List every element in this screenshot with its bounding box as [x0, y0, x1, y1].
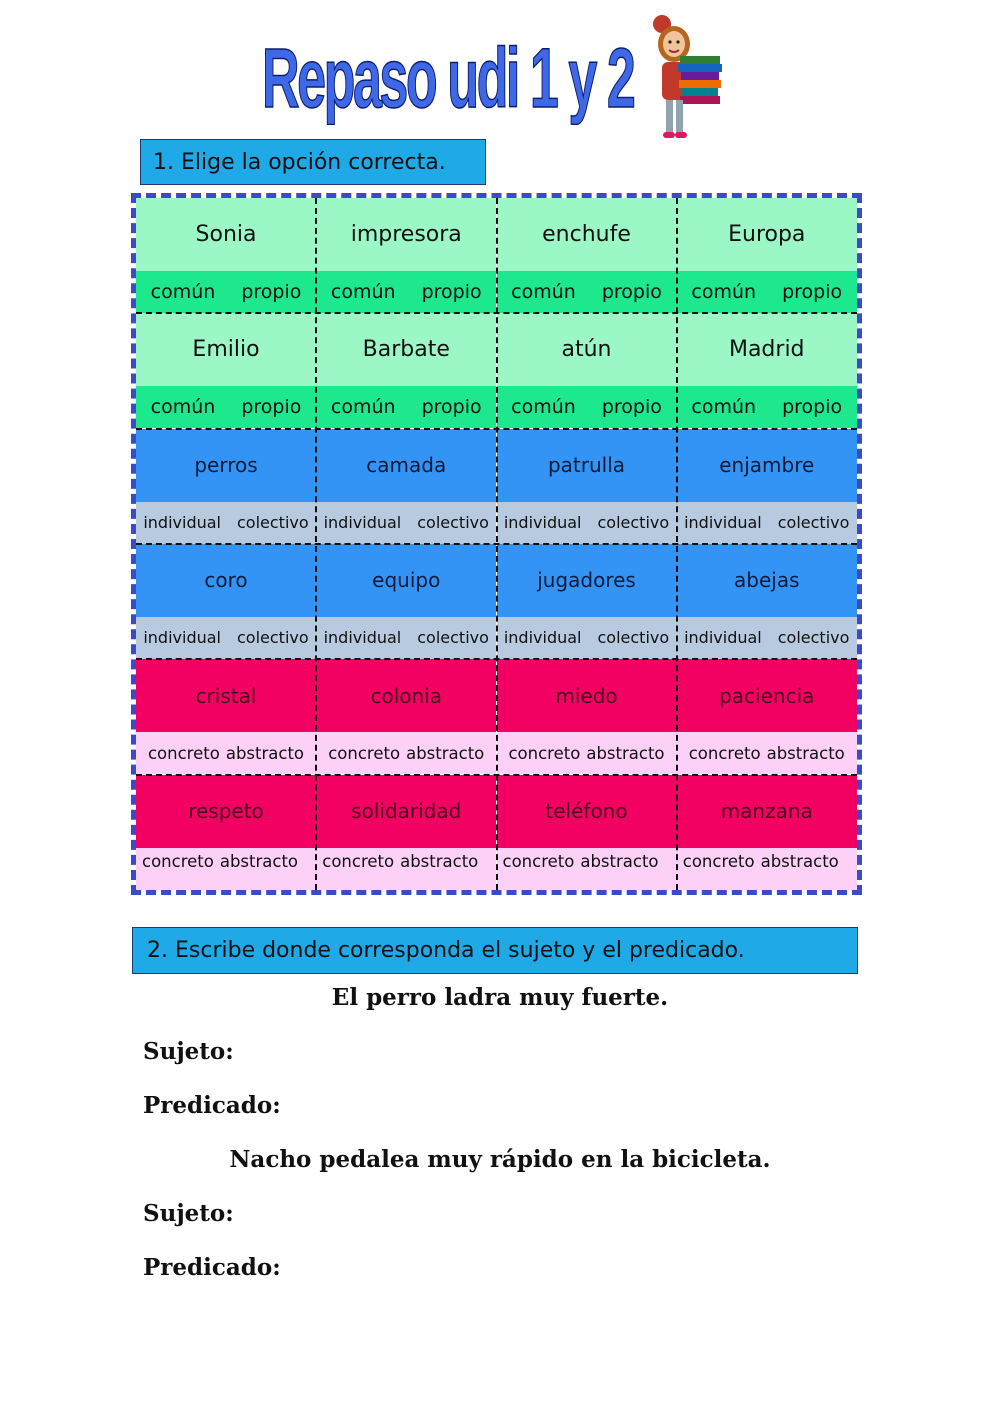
- cut-line-horizontal: [136, 774, 857, 776]
- noun-card: [136, 313, 316, 428]
- noun-card: [316, 313, 496, 428]
- noun-word: equipo: [316, 544, 496, 617]
- choice-options: [316, 732, 496, 774]
- noun-word: patrulla: [497, 429, 677, 502]
- noun-word: camada: [316, 429, 496, 502]
- choice-option-first[interactable]: concreto: [322, 851, 395, 871]
- cut-line-horizontal: [136, 428, 857, 430]
- choice-option-second[interactable]: abstracto: [219, 851, 299, 871]
- noun-card: [497, 659, 677, 774]
- choice-option-second[interactable]: propio: [601, 396, 662, 419]
- section-1-heading: 1. Elige la opción correcta.: [140, 139, 486, 185]
- choice-option-second[interactable]: colectivo: [417, 628, 489, 648]
- choice-options: [136, 386, 316, 428]
- choice-option-second[interactable]: propio: [241, 281, 302, 303]
- noun-word: impresora: [316, 198, 496, 271]
- choice-option-second[interactable]: propio: [421, 281, 482, 303]
- noun-card: [316, 775, 496, 890]
- choice-option-second[interactable]: propio: [782, 396, 843, 419]
- choice-options: [497, 617, 677, 659]
- choice-option-second[interactable]: abstracto: [406, 743, 485, 763]
- choice-options: [497, 502, 677, 544]
- choice-option-second[interactable]: colectivo: [777, 513, 850, 533]
- noun-word: cristal: [136, 659, 316, 732]
- noun-card: [136, 659, 316, 774]
- noun-card: [316, 659, 496, 774]
- noun-card: [316, 544, 496, 659]
- choice-option-second[interactable]: colectivo: [237, 513, 309, 533]
- choice-option-second[interactable]: abstracto: [225, 743, 305, 763]
- choice-option-second[interactable]: propio: [421, 396, 482, 419]
- girl-with-books-illustration: [640, 8, 730, 142]
- choice-options: [316, 271, 496, 313]
- noun-word: Madrid: [677, 313, 857, 386]
- choice-options: [677, 502, 857, 544]
- noun-card: [497, 775, 677, 890]
- choice-option-first[interactable]: individual: [323, 628, 402, 648]
- noun-card: [497, 544, 677, 659]
- subject-label-2: Sujeto:: [143, 1200, 234, 1227]
- noun-word: Europa: [677, 198, 857, 271]
- choice-option-second[interactable]: abstracto: [580, 851, 659, 871]
- choice-option-second[interactable]: propio: [601, 281, 662, 303]
- choice-option-first[interactable]: común: [330, 396, 396, 419]
- choice-option-first[interactable]: individual: [323, 513, 402, 533]
- noun-card: [677, 198, 857, 313]
- cut-line-horizontal: [136, 312, 857, 314]
- noun-card: [316, 198, 496, 313]
- noun-word: solidaridad: [316, 775, 496, 848]
- choice-option-second[interactable]: abstracto: [766, 743, 845, 763]
- choice-option-first[interactable]: individual: [684, 628, 762, 648]
- choice-options: [136, 848, 316, 890]
- choice-option-first[interactable]: individual: [143, 628, 221, 648]
- choice-option-first[interactable]: concreto: [682, 851, 755, 871]
- noun-card: [677, 429, 857, 544]
- choice-option-second[interactable]: colectivo: [597, 513, 670, 533]
- choice-option-first[interactable]: concreto: [508, 743, 581, 763]
- noun-card: [677, 775, 857, 890]
- choice-options: [677, 271, 857, 313]
- choice-option-first[interactable]: individual: [684, 513, 762, 533]
- choice-option-first[interactable]: individual: [503, 628, 582, 648]
- choice-option-second[interactable]: colectivo: [777, 628, 850, 648]
- section-2-heading: 2. Escribe donde corresponda el sujeto y el predicado.: [132, 927, 858, 974]
- choice-options: [497, 386, 677, 428]
- choice-options: [497, 848, 677, 890]
- sentence-2: Nacho pedalea muy rápido en la bicicleta.: [229, 1146, 771, 1173]
- noun-word: paciencia: [677, 659, 857, 732]
- choice-options: [316, 386, 496, 428]
- choice-option-first[interactable]: individual: [143, 513, 221, 533]
- noun-word: coro: [136, 544, 316, 617]
- choice-option-first[interactable]: común: [511, 281, 576, 303]
- choice-options: [316, 617, 496, 659]
- cut-line-horizontal: [136, 658, 857, 660]
- choice-option-first[interactable]: común: [691, 396, 757, 419]
- sentence-1: El perro ladra muy fuerte.: [331, 984, 669, 1011]
- worksheet-title: Repaso udi 1 y 2: [262, 31, 634, 125]
- noun-card: [677, 544, 857, 659]
- noun-card: [497, 313, 677, 428]
- choice-option-second[interactable]: propio: [241, 396, 302, 419]
- subject-label-1: Sujeto:: [143, 1038, 234, 1065]
- choice-options: [497, 271, 677, 313]
- choice-options: [136, 732, 316, 774]
- noun-classification-grid: [136, 198, 857, 890]
- choice-option-first[interactable]: concreto: [502, 851, 575, 871]
- choice-options: [677, 732, 857, 774]
- noun-word: manzana: [677, 775, 857, 848]
- choice-option-first[interactable]: concreto: [147, 743, 220, 763]
- choice-options: [316, 502, 496, 544]
- noun-card: [497, 198, 677, 313]
- choice-option-second[interactable]: colectivo: [237, 628, 309, 648]
- noun-card: [136, 544, 316, 659]
- noun-word: Barbate: [316, 313, 496, 386]
- noun-card: [677, 313, 857, 428]
- predicate-label-1: Predicado:: [143, 1092, 281, 1119]
- noun-card: [677, 659, 857, 774]
- noun-card: [497, 429, 677, 544]
- noun-word: jugadores: [497, 544, 677, 617]
- choice-option-first[interactable]: común: [691, 281, 757, 303]
- choice-options: [677, 848, 857, 890]
- noun-word: atún: [497, 313, 677, 386]
- choice-option-first[interactable]: común: [511, 396, 576, 419]
- noun-card: [136, 198, 316, 313]
- noun-word: Sonia: [136, 198, 316, 271]
- choice-option-second[interactable]: propio: [782, 281, 843, 303]
- noun-word: teléfono: [497, 775, 677, 848]
- choice-option-second[interactable]: colectivo: [597, 628, 670, 648]
- choice-options: [677, 617, 857, 659]
- choice-option-first[interactable]: concreto: [328, 743, 401, 763]
- choice-options: [136, 271, 316, 313]
- choice-option-second[interactable]: abstracto: [586, 743, 665, 763]
- noun-word: enchufe: [497, 198, 677, 271]
- noun-word: respeto: [136, 775, 316, 848]
- choice-option-first[interactable]: común: [150, 396, 216, 419]
- noun-word: miedo: [497, 659, 677, 732]
- choice-options: [136, 502, 316, 544]
- noun-word: colonia: [316, 659, 496, 732]
- choice-option-first[interactable]: común: [150, 281, 216, 303]
- choice-options: [316, 848, 496, 890]
- choice-option-first[interactable]: concreto: [142, 851, 214, 871]
- choice-options: [136, 617, 316, 659]
- choice-options: [677, 386, 857, 428]
- choice-option-first[interactable]: común: [330, 281, 396, 303]
- noun-word: Emilio: [136, 313, 316, 386]
- noun-card: [136, 775, 316, 890]
- noun-word: enjambre: [677, 429, 857, 502]
- choice-option-first[interactable]: concreto: [688, 743, 761, 763]
- choice-option-first[interactable]: individual: [503, 513, 582, 533]
- choice-option-second[interactable]: abstracto: [400, 851, 479, 871]
- choice-option-second[interactable]: abstracto: [760, 851, 839, 871]
- cut-line-horizontal: [136, 543, 857, 545]
- predicate-label-2: Predicado:: [143, 1254, 281, 1281]
- choice-options: [497, 732, 677, 774]
- noun-card: [136, 429, 316, 544]
- noun-card: [316, 429, 496, 544]
- noun-word: abejas: [677, 544, 857, 617]
- noun-word: perros: [136, 429, 316, 502]
- choice-option-second[interactable]: colectivo: [417, 513, 489, 533]
